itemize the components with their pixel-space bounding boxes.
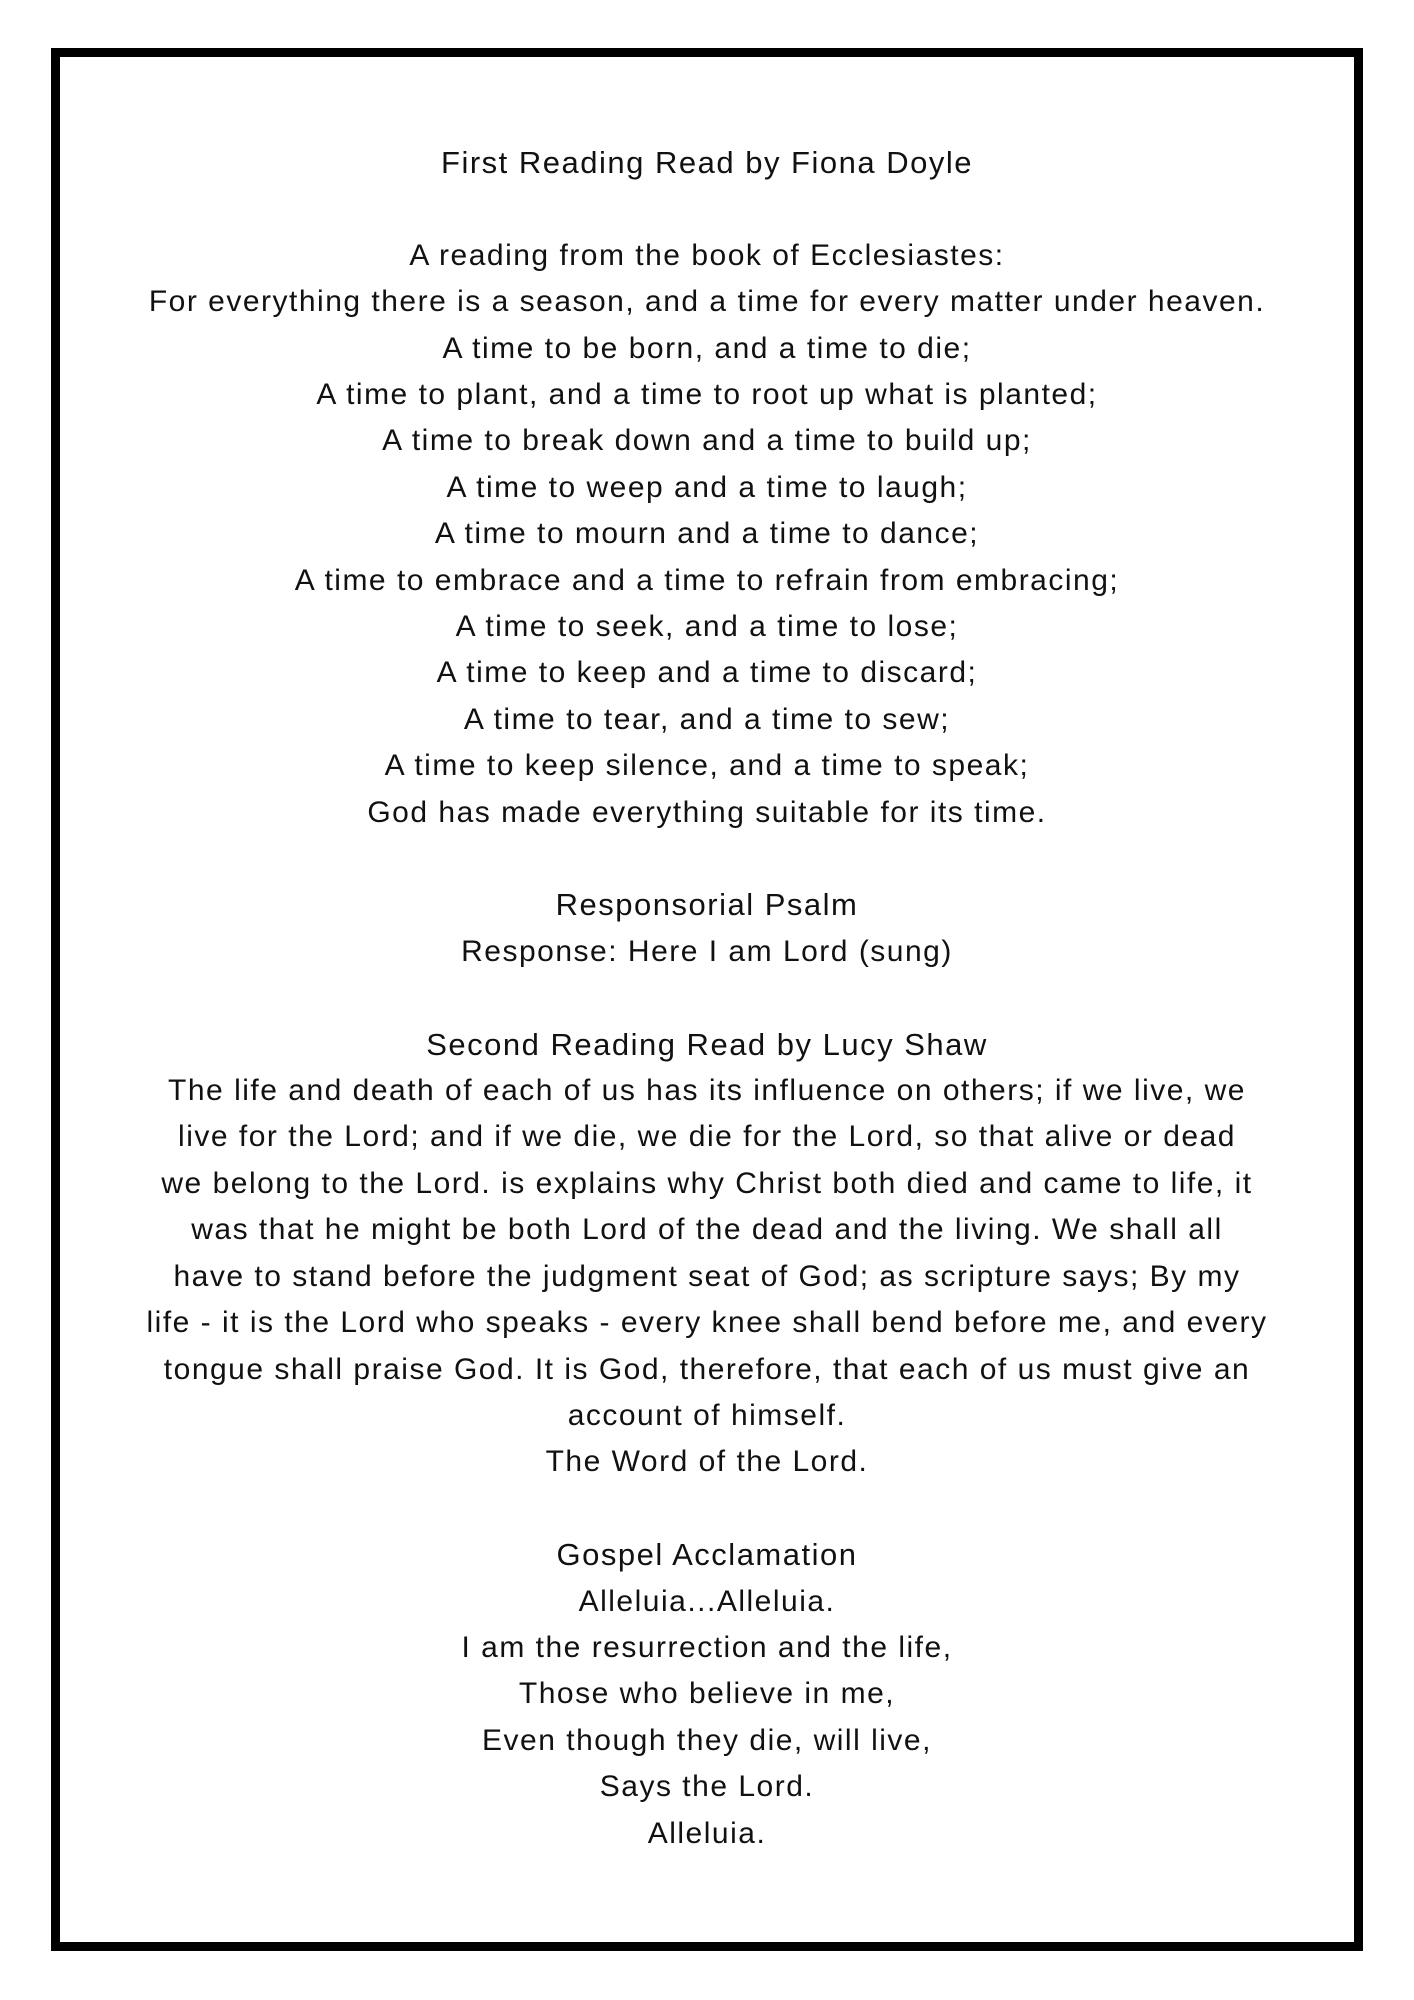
text-line: Response: Here I am Lord (sung) — [461, 934, 953, 968]
text-line: The life and death of each of us has its influence on others; if we live, we — [168, 1074, 1246, 1108]
text-line: Alleluia...Alleluia. — [578, 1584, 836, 1618]
document-body — [60, 140, 1354, 1857]
text-line: account of himself. — [567, 1398, 847, 1432]
text-line: Those who believe in me, — [518, 1677, 896, 1711]
section-heading: Responsorial Psalm — [555, 887, 859, 923]
text-line: For everything there is a season, and a time for every matter under heaven. — [148, 285, 1266, 319]
text-line: A time to tear, and a time to sew; — [463, 702, 951, 736]
section-heading: First Reading Read by Fiona Doyle — [441, 145, 973, 180]
text-line: have to stand before the judgment seat of God; as scripture says; By my — [173, 1259, 1241, 1293]
section-heading: Gospel Acclamation — [556, 1537, 858, 1573]
section-gospel-acclamation — [60, 1486, 1354, 1857]
text-line: A time to mourn and a time to dance; — [434, 517, 980, 551]
section-second-reading — [60, 975, 1354, 1485]
text-line: A time to plant, and a time to root up what is planted; — [316, 378, 1098, 412]
text-line: A reading from the book of Ecclesiastes: — [409, 238, 1005, 272]
text-line: Says the Lord. — [599, 1770, 815, 1804]
text-line: life - it is the Lord who speaks - every knee shall bend before me, and every — [146, 1306, 1268, 1340]
text-line: A time to keep silence, and a time to speak; — [384, 749, 1030, 783]
blank-line — [60, 836, 1354, 882]
text-line: live for the Lord; and if we die, we die for the Lord, so that alive or dead — [178, 1120, 1236, 1154]
text-line: A time to embrace and a time to refrain from embracing; — [294, 563, 1120, 597]
text-line: A time to seek, and a time to lose; — [455, 610, 959, 644]
text-line: we belong to the Lord. is explains why Christ both died and came to life, it — [161, 1166, 1253, 1200]
text-line: A time to be born, and a time to die; — [442, 331, 972, 365]
text-line: A time to break down and a time to build up; — [382, 424, 1032, 458]
section-first-reading — [60, 140, 1354, 836]
text-line: A time to keep and a time to discard; — [436, 656, 978, 690]
blank-line — [60, 186, 1354, 232]
text-line: God has made everything suitable for its time. — [367, 795, 1047, 829]
text-line: was that he might be both Lord of the dead and the living. We shall all — [191, 1213, 1223, 1247]
section-heading: Second Reading Read by Lucy Shaw — [426, 1026, 988, 1062]
text-line: The Word of the Lord. — [545, 1445, 869, 1479]
text-line: Alleluia. — [647, 1816, 767, 1850]
text-line: tongue shall praise God. It is God, therefore, that each of us must give an — [163, 1352, 1251, 1386]
text-line: Even though they die, will live, — [482, 1723, 932, 1757]
blank-line — [60, 1486, 1354, 1532]
text-line: A time to weep and a time to laugh; — [446, 470, 968, 504]
blank-line — [60, 975, 1354, 1021]
section-responsorial-psalm — [60, 836, 1354, 975]
text-line: I am the resurrection and the life, — [461, 1630, 953, 1664]
